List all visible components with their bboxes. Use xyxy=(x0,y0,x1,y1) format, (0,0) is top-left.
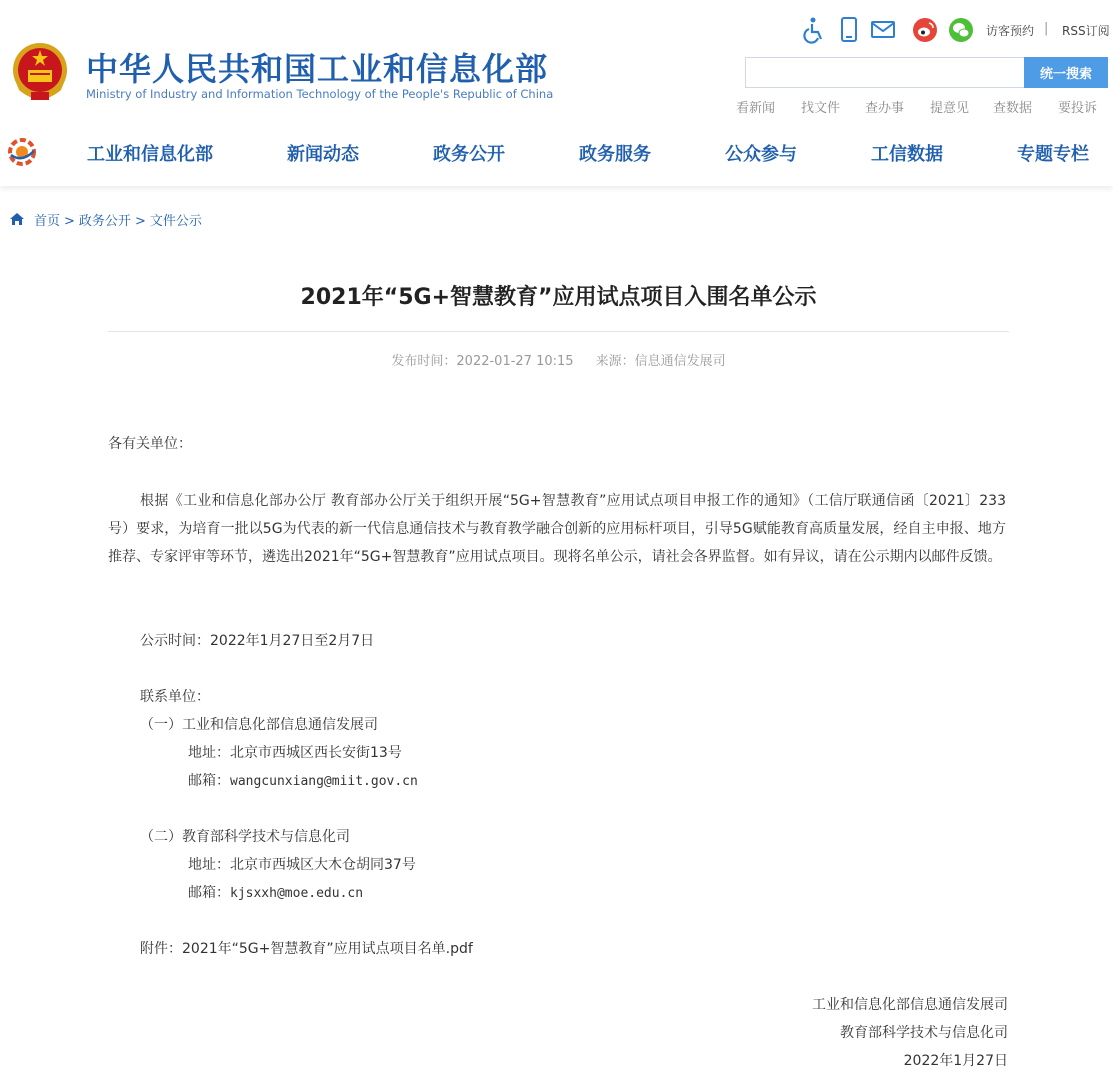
contact-heading: 联系单位： xyxy=(140,689,210,705)
published-time: 发布时间：2022-01-27 10:15 xyxy=(391,354,574,369)
breadcrumb-home[interactable]: 首页 xyxy=(34,214,61,229)
nav-item-participation[interactable]: 公众参与 xyxy=(725,144,797,165)
quick-link-files[interactable]: 找文件 xyxy=(801,101,841,116)
visitor-appointment-link[interactable]: 访客预约 xyxy=(986,24,1035,38)
nav-item-special-topics[interactable]: 专题专栏 xyxy=(1017,144,1089,165)
contact-email-1[interactable]: wangcunxiang@miit.gov.cn xyxy=(230,774,418,789)
contact-address-1: 地址：北京市西城区西长安街13号 xyxy=(188,745,402,761)
header-separator: | xyxy=(1044,21,1049,36)
attachment-label: 附件： xyxy=(140,941,182,957)
quick-link-complaint[interactable]: 要投诉 xyxy=(1058,101,1098,116)
quick-link-news[interactable]: 看新闻 xyxy=(736,101,776,116)
rss-link[interactable]: RSS订阅 xyxy=(1062,24,1110,38)
national-emblem-logo[interactable] xyxy=(9,40,71,106)
contact-org-2: （二）教育部科学技术与信息化司 xyxy=(140,829,350,845)
signature-1: 工业和信息化部信息通信发展司 xyxy=(812,997,1008,1013)
signature-2: 教育部科学技术与信息化司 xyxy=(840,1025,1008,1041)
mobile-icon[interactable] xyxy=(836,16,862,44)
weibo-icon[interactable] xyxy=(912,16,938,44)
quick-link-services[interactable]: 查办事 xyxy=(865,101,905,116)
title-divider xyxy=(108,331,1009,332)
ministry-logo-icon[interactable] xyxy=(7,137,37,167)
site-title[interactable]: 中华人民共和国工业和信息化部 xyxy=(86,50,549,88)
attachment-link[interactable]: 2021年“5G+智慧教育”应用试点项目名单.pdf xyxy=(182,941,473,957)
article-source: 来源：信息通信发展司 xyxy=(595,354,726,369)
quick-links xyxy=(736,97,1108,115)
attachment-row xyxy=(140,935,473,963)
breadcrumb-separator: > xyxy=(64,214,75,229)
search-input[interactable] xyxy=(745,57,1025,88)
email-label: 邮箱： xyxy=(188,885,230,901)
contact-address-2: 地址：北京市西城区大木仓胡同37号 xyxy=(188,857,416,873)
quick-link-feedback[interactable]: 提意见 xyxy=(930,101,970,116)
contact-email-row-2 xyxy=(188,879,363,908)
mail-icon[interactable] xyxy=(870,16,896,44)
notice-period: 公示时间：2022年1月27日至2月7日 xyxy=(140,633,375,649)
site-header xyxy=(0,0,1113,120)
search-button[interactable]: 统一搜索 xyxy=(1024,57,1108,88)
nav-item-services[interactable]: 政务服务 xyxy=(579,144,651,165)
site-subtitle: Ministry of Industry and Information Technology of the People's Republic of China xyxy=(86,87,554,101)
breadcrumb-separator: > xyxy=(134,214,146,229)
email-label: 邮箱： xyxy=(188,773,230,789)
home-icon[interactable] xyxy=(9,211,25,227)
nav-item-government-affairs[interactable]: 政务公开 xyxy=(433,144,505,165)
breadcrumb-government-affairs[interactable]: 政务公开 xyxy=(78,214,131,229)
main-nav xyxy=(0,122,1113,186)
salutation: 各有关单位： xyxy=(108,436,192,452)
contact-org-1: （一）工业和信息化部信息通信发展司 xyxy=(140,717,378,733)
quick-link-data[interactable]: 查数据 xyxy=(993,101,1033,116)
article-title: 2021年“5G+智慧教育”应用试点项目入围名单公示 xyxy=(300,285,817,310)
contact-email-2[interactable]: kjsxxh@moe.edu.cn xyxy=(230,886,364,901)
wechat-icon[interactable] xyxy=(948,16,974,44)
nav-item-ministry[interactable]: 工业和信息化部 xyxy=(87,144,213,165)
signature-date: 2022年1月27日 xyxy=(903,1053,1008,1069)
breadcrumb-file-notice[interactable]: 文件公示 xyxy=(149,214,202,229)
article-paragraph: 根据《工业和信息化部办公厅 教育部办公厅关于组织开展“5G+智慧教育”应用试点项目申报工作的通知》（工信厅联通信函〔2021〕233号）要求，为培育一批以5G为代表的新一代信息通信技术与教育教学融合创新的应用标杆项目，引导5G赋能教育高质量发展，经自主申报、地方推荐、专家评审等环节，遴选出2021年“5G+智慧教育”应用试点项目。现将名单公示，请社会各界监督。如有异议，请在公示期内以邮件反馈。 xyxy=(108,493,1006,565)
contact-email-row-1 xyxy=(188,767,418,796)
nav-item-data[interactable]: 工信数据 xyxy=(871,144,943,165)
nav-item-news[interactable]: 新闻动态 xyxy=(287,144,359,165)
article-meta xyxy=(108,350,1009,369)
accessibility-icon[interactable] xyxy=(800,16,826,44)
